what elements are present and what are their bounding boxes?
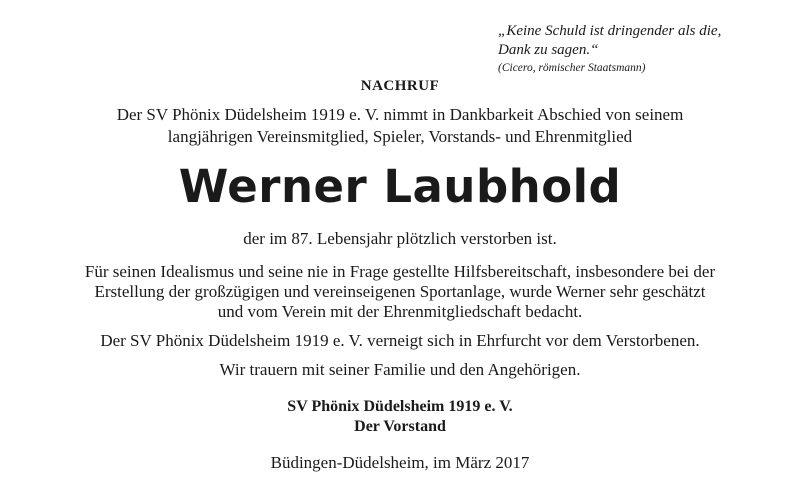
body-paragraph-2: Der SV Phönix Düdelsheim 1919 e. V. verneigt sich in Ehrfurcht vor dem Verstorbenen. <box>100 331 700 350</box>
body-text <box>0 262 800 380</box>
intro-line-1: Der SV Phönix Düdelsheim 1919 e. V. nimmt in Dankbarkeit Abschied von seinem <box>116 105 684 124</box>
signature-block <box>0 397 800 437</box>
quote-source: (Cicero, römischer Staatsmann) <box>498 62 646 74</box>
place-date: Büdingen-Düdelsheim, im März 2017 <box>270 453 530 472</box>
epigraph-quote <box>498 22 788 76</box>
notice-heading: NACHRUF <box>360 78 440 94</box>
deceased-name: Werner Laubhold <box>178 160 622 213</box>
quote-line-1: „Keine Schuld ist dringender als die, <box>498 23 722 39</box>
body-paragraph-3: Wir trauern mit seiner Familie und den Angehörigen. <box>219 360 581 379</box>
body-p1-line-2: Erstellung der großzügigen und vereinseigenen Sportanlage, wurde Werner sehr geschätzt <box>94 282 706 301</box>
intro-text <box>0 104 800 148</box>
body-p1-line-1: Für seinen Idealismus und seine nie in Frage gestellte Hilfsbereitschaft, insbesondere bei der <box>84 262 716 281</box>
died-text: der im 87. Lebensjahr plötzlich verstorben ist. <box>243 229 557 248</box>
quote-line-2: Dank zu sagen.“ <box>498 42 599 58</box>
signature-board: Der Vorstand <box>354 418 446 435</box>
body-paragraph-1 <box>0 262 800 322</box>
body-p1-line-3: und vom Verein mit der Ehrenmitgliedschaft bedacht. <box>217 302 583 321</box>
signature-club: SV Phönix Düdelsheim 1919 e. V. <box>287 398 513 415</box>
intro-line-2: langjährigen Vereinsmitglied, Spieler, Vorstands- und Ehrenmitglied <box>167 127 633 146</box>
